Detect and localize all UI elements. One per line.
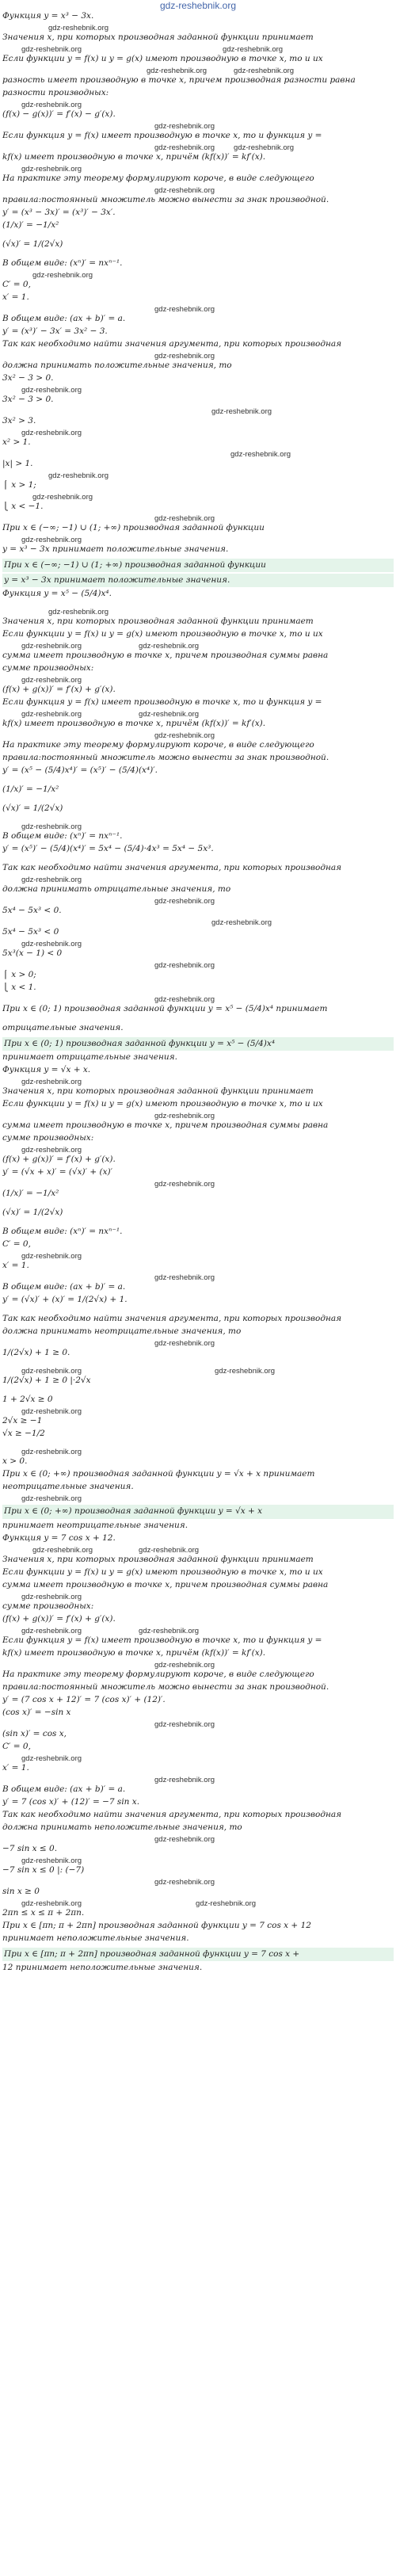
watermark-text: gdz-reshebnik.org: [139, 642, 200, 651]
solution-line: 1/(2√x) + 1 ≥ 0.: [2, 1348, 70, 1358]
site-header[interactable]: gdz-reshebnik.org: [159, 0, 237, 11]
watermark-text: gdz-reshebnik.org: [21, 876, 82, 885]
watermark-text: gdz-reshebnik.org: [21, 536, 82, 544]
watermark-row: [2, 1878, 394, 1887]
solution-line: y′ = (√x + x)′ = (√x)′ + (x)′: [2, 1167, 113, 1177]
watermark-text: gdz-reshebnik.org: [154, 1339, 215, 1349]
solution-line: В общем виде: (xⁿ)′ = nxⁿ⁻¹.: [2, 258, 123, 268]
watermark-row: [2, 940, 394, 948]
watermark-text: gdz-reshebnik.org: [21, 1367, 82, 1376]
watermark-row: [2, 1273, 394, 1282]
solution-line: В общем виде: (xⁿ)′ = nxⁿ⁻¹.: [2, 831, 123, 841]
solution-line: правила:постоянный множитель можно вынести за знак производной.: [2, 1681, 329, 1692]
solution-line: y′ = (x⁵ − (5/4)x⁴)′ = (x⁵)′ − (5/4)(x⁴)′.: [2, 765, 158, 776]
solution-line: Так как необходимо найти значения аргумента, при которых производная: [2, 1314, 342, 1324]
solution-line: При x ∈ [πn; π + 2πn] производная заданной функции y = 7 cos x + 12: [2, 1920, 311, 1930]
watermark-row: [2, 45, 394, 54]
solution-line: В общем виде: (xⁿ)′ = nxⁿ⁻¹.: [2, 1227, 123, 1237]
watermark-text: gdz-reshebnik.org: [234, 67, 295, 75]
watermark-row: [2, 1146, 394, 1154]
solution-line: сумме производных:: [2, 1133, 94, 1143]
watermark-row: [2, 1407, 394, 1416]
watermark-text: gdz-reshebnik.org: [21, 940, 82, 949]
solution-line: Если функции y = f(x) и y = g(x) имеют производную в точке x, то и их: [2, 1567, 323, 1577]
watermark-row: [2, 1078, 394, 1086]
solution-line: принимает неположительные значения.: [2, 1933, 189, 1943]
solution-line: (f(x) + g(x))′ = f′(x) + g′(x).: [2, 1154, 116, 1165]
watermark-row: [2, 1627, 394, 1635]
solution-line: kf(x) имеет производную в точке x, причём (kf(x))′ = kf′(x).: [2, 152, 266, 162]
solution-line: (sin x)′ = cos x,: [2, 1728, 67, 1738]
watermark-text: gdz-reshebnik.org: [154, 1660, 215, 1670]
watermark-row: [2, 407, 394, 416]
answer-text: При x ∈ (−∞; −1) ∪ (1; +∞) производная заданной функции: [4, 560, 266, 570]
watermark-text: gdz-reshebnik.org: [21, 822, 82, 832]
solution-line: |x| > 1.: [2, 459, 33, 468]
solution-line: разности производных:: [2, 88, 109, 97]
solution-line: Значения x, при которых производная заданной функции принимает: [2, 32, 314, 42]
watermark-text: gdz-reshebnik.org: [139, 1626, 200, 1635]
solution-line: (√x)′ = 1/(2√x): [2, 1208, 63, 1218]
solution-line: Так как необходимо найти значения аргумента, при которых производная: [2, 339, 342, 349]
solution-line: 3x² − 3 > 0.: [2, 373, 54, 383]
solution-line: C′ = 0,: [2, 1239, 31, 1250]
watermark-text: gdz-reshebnik.org: [21, 676, 82, 685]
solution-line: ⎧ x > 0;: [2, 970, 36, 980]
watermark-text: gdz-reshebnik.org: [211, 918, 272, 928]
watermark-text: gdz-reshebnik.org: [21, 1078, 82, 1087]
watermark-text: gdz-reshebnik.org: [21, 710, 82, 719]
watermark-text: gdz-reshebnik.org: [21, 429, 82, 437]
answer-text: При x ∈ (0; 1) производная заданной функции y = x⁵ − (5/4)x⁴: [4, 1039, 276, 1049]
watermark-text: gdz-reshebnik.org: [48, 608, 109, 617]
answer-text: При x ∈ (0; +∞) производная заданной функции y = √x + x: [4, 1506, 263, 1517]
watermark-text: gdz-reshebnik.org: [21, 1448, 82, 1457]
solution-line: Функция y = √x + x.: [2, 1065, 91, 1075]
solution-line: kf(x) имеет производную в точке x, причём (kf(x))′ = kf′(x).: [2, 1647, 266, 1658]
solution-line: y′ = (x³)′ − 3x′ = 3x² − 3.: [2, 326, 108, 336]
solution-line: При x ∈ (−∞; −1) ∪ (1; +∞) производная заданной функции: [2, 523, 265, 532]
solution-line: принимает отрицательные значения.: [2, 1052, 177, 1063]
answer-highlight: [2, 1505, 394, 1518]
solution-line: Значения x, при которых производная заданной функции принимает: [2, 616, 314, 627]
watermark-row: [2, 67, 394, 75]
watermark-text: gdz-reshebnik.org: [215, 1367, 276, 1376]
solution-line: x² > 1.: [2, 437, 31, 447]
solution-line: −7 sin x ≤ 0 |: (−7): [2, 1864, 85, 1875]
solution-line: 5x⁴ − 5x³ < 0: [2, 927, 59, 937]
watermark-row: [2, 1112, 394, 1120]
answer-highlight: [2, 559, 394, 572]
watermark-text: gdz-reshebnik.org: [196, 1899, 257, 1908]
solution-line: ⎩ x < −1.: [2, 502, 44, 511]
solution-line: сумма имеет производную в точке x, причем производная суммы равна: [2, 1120, 329, 1131]
watermark-text: gdz-reshebnik.org: [230, 450, 291, 459]
solution-line: √x ≥ −1/2: [2, 1429, 45, 1439]
solution-line: y′ = (x³ − 3x)′ = (x³)′ − 3x′.: [2, 208, 116, 217]
solution-line: x′ = 1.: [2, 292, 29, 302]
watermark-row: [2, 1776, 394, 1784]
answer-highlight: [2, 1037, 394, 1051]
solution-line: (√x)′ = 1/(2√x): [2, 803, 63, 814]
watermark-row: [2, 918, 394, 927]
watermark-text: gdz-reshebnik.org: [21, 386, 82, 395]
solution-line: В общем виде: (ax + b)′ = a.: [2, 314, 126, 323]
content: [2, 11, 394, 1975]
watermark-text: gdz-reshebnik.org: [21, 1252, 82, 1261]
solution-line: Значения x, при которых производная заданной функции принимает: [2, 1554, 314, 1564]
answer-highlight: [2, 1948, 394, 1961]
solution-line: Значения x, при которых производная заданной функции принимает: [2, 1086, 314, 1097]
solution-line: 2√x ≥ −1: [2, 1416, 43, 1426]
solution-line: Функция y = x⁵ − (5/4)x⁴.: [2, 589, 112, 599]
watermark-row: [2, 471, 394, 480]
solution-line: (1/x)′ = −1/x²: [2, 1189, 59, 1199]
solution-line: Функция y = 7 cos x + 12.: [2, 1532, 116, 1543]
solution-line: (f(x) + g(x))′ = f′(x) + g′(x).: [2, 685, 116, 695]
watermark-row: [2, 961, 394, 970]
answer-text: При x ∈ [πn; π + 2πn] производная заданной функции y = 7 cos x +: [4, 1948, 300, 1959]
watermark-row: [2, 822, 394, 831]
watermark-text: gdz-reshebnik.org: [154, 1112, 215, 1121]
watermark-text: gdz-reshebnik.org: [139, 710, 200, 719]
watermark-text: gdz-reshebnik.org: [223, 45, 284, 54]
watermark-text: gdz-reshebnik.org: [154, 1180, 215, 1189]
watermark-text: gdz-reshebnik.org: [139, 1545, 200, 1555]
solution-line: 3x² − 3 > 0.: [2, 395, 54, 404]
solution-line: C′ = 0,: [2, 1741, 31, 1751]
solution-line: отрицательные значения.: [2, 1023, 124, 1033]
watermark-text: gdz-reshebnik.org: [21, 1856, 82, 1865]
watermark-text: gdz-reshebnik.org: [154, 1273, 215, 1283]
watermark-text: gdz-reshebnik.org: [21, 45, 82, 54]
watermark-text: gdz-reshebnik.org: [211, 407, 272, 416]
answer-text: y = x³ − 3x принимает положительные значения.: [4, 575, 230, 586]
watermark-row: [2, 1252, 394, 1261]
watermark-row: [2, 24, 394, 32]
watermark-row: [2, 429, 394, 437]
solution-line: x′ = 1.: [2, 1762, 29, 1773]
solution-line: 3x² > 3.: [2, 416, 36, 426]
watermark-row: [2, 1180, 394, 1189]
watermark-text: gdz-reshebnik.org: [32, 1545, 93, 1555]
solution-line: На практике эту теорему формулируют короче, в виде следующего: [2, 740, 314, 750]
watermark-row: [2, 1339, 394, 1348]
watermark-text: gdz-reshebnik.org: [21, 1592, 82, 1601]
watermark-text: gdz-reshebnik.org: [21, 642, 82, 651]
watermark-text: gdz-reshebnik.org: [21, 1146, 82, 1155]
watermark-text: gdz-reshebnik.org: [21, 1494, 82, 1504]
solution-line: y′ = (7 cos x + 12)′ = 7 (cos x)′ + (12)′.: [2, 1694, 166, 1704]
watermark-text: gdz-reshebnik.org: [154, 1775, 215, 1784]
watermark-text: gdz-reshebnik.org: [154, 1877, 215, 1887]
solution-line: разность имеет производную в точке x, причем производная разности равна: [2, 75, 356, 85]
watermark-text: gdz-reshebnik.org: [154, 995, 215, 1005]
watermark-row: [2, 1661, 394, 1670]
solution-line: Если функция y = f(x) имеет производную в точке x, то и функция y =: [2, 1635, 322, 1645]
solution-line: сумме производных:: [2, 1601, 94, 1611]
solution-line: (f(x) − g(x))′ = f′(x) − g′(x).: [2, 109, 116, 119]
watermark-text: gdz-reshebnik.org: [154, 731, 215, 741]
watermark-text: gdz-reshebnik.org: [154, 961, 215, 971]
watermark-row: [2, 1448, 394, 1456]
solution-line: правила:постоянный множитель можно вынести за знак производной.: [2, 195, 329, 204]
solution-line: ⎧ x > 1;: [2, 480, 36, 490]
watermark-text: gdz-reshebnik.org: [21, 101, 82, 109]
watermark-row: [2, 1899, 394, 1908]
watermark-row: [2, 1367, 394, 1376]
solution-line: Так как необходимо найти значения аргумента, при которых производная: [2, 1809, 342, 1819]
watermark-text: gdz-reshebnik.org: [21, 1407, 82, 1417]
watermark-text: gdz-reshebnik.org: [147, 67, 208, 75]
watermark-row: [2, 1494, 394, 1503]
watermark-row: [2, 143, 394, 152]
solution-line: C′ = 0,: [2, 280, 31, 289]
solution-line: (√x)′ = 1/(2√x): [2, 239, 63, 249]
solution-line: На практике эту теорему формулируют короче, в виде следующего: [2, 1669, 314, 1679]
watermark-row: [2, 186, 394, 195]
solution-line: −7 sin x ≤ 0.: [2, 1843, 58, 1853]
solution-line: должна принимать неотрицательные значения, то: [2, 1326, 242, 1337]
solution-line: (cos x)′ = −sin x: [2, 1707, 71, 1717]
watermark-text: gdz-reshebnik.org: [154, 186, 215, 195]
watermark-text: gdz-reshebnik.org: [154, 1719, 215, 1729]
solution-line: sin x ≥ 0: [2, 1886, 40, 1896]
watermark-text: gdz-reshebnik.org: [154, 305, 215, 314]
solution-line: (1/x)′ = −1/x²: [2, 220, 59, 230]
solution-line: должна принимать отрицательные значения, то: [2, 884, 231, 895]
watermark-row: [2, 271, 394, 280]
solution-line: неотрицательные значения.: [2, 1482, 134, 1492]
solution-line: сумме производных:: [2, 663, 94, 674]
solution-line: x′ = 1.: [2, 1261, 29, 1271]
solution-line: y′ = (x⁵)′ − (5/4)(x⁴)′ = 5x⁴ − (5/4)·4x³ = 5x⁴ − 5x³.: [2, 844, 214, 854]
solution-line: На практике эту теорему формулируют короче, в виде следующего: [2, 174, 314, 183]
watermark-text: gdz-reshebnik.org: [21, 1626, 82, 1635]
watermark-row: [2, 676, 394, 685]
watermark-row: [2, 386, 394, 395]
watermark-row: [2, 608, 394, 616]
solution-line: y′ = 7 (cos x)′ + (12)′ = −7 sin x.: [2, 1796, 140, 1807]
watermark-row: [2, 1754, 394, 1763]
solution-line: При x ∈ (0; 1) производная заданной функции y = x⁵ − (5/4)x⁴ принимает: [2, 1004, 328, 1014]
solution-line: Так как необходимо найти значения аргумента, при которых производная: [2, 863, 342, 873]
watermark-text: gdz-reshebnik.org: [154, 514, 215, 523]
watermark-text: gdz-reshebnik.org: [21, 165, 82, 174]
watermark-text: gdz-reshebnik.org: [48, 471, 109, 480]
watermark-row: [2, 710, 394, 719]
solution-line: Если функции y = f(x) и y = g(x) имеют производную в точке x, то и их: [2, 629, 323, 639]
solution-line: ⎩ x < 1.: [2, 983, 36, 993]
watermark-row: [2, 642, 394, 651]
solution-line: x > 0.: [2, 1456, 28, 1467]
solution-line: В общем виде: (ax + b)′ = a.: [2, 1784, 126, 1794]
watermark-text: gdz-reshebnik.org: [32, 493, 93, 502]
watermark-text: gdz-reshebnik.org: [21, 1754, 82, 1763]
watermark-row: [2, 1835, 394, 1844]
solution-line: y = x³ − 3x принимает положительные значения.: [2, 544, 229, 554]
solution-line: Если функция y = f(x) имеет производную в точке x, то и функция y =: [2, 697, 322, 708]
solution-line: 1 + 2√x ≥ 0: [2, 1395, 53, 1405]
watermark-row: [2, 450, 394, 459]
solution-line: должна принимать положительные значения, то: [2, 361, 232, 370]
solution-line: В общем виде: (ax + b)′ = a.: [2, 1282, 126, 1292]
watermark-text: gdz-reshebnik.org: [234, 143, 295, 152]
watermark-row: [2, 165, 394, 174]
watermark-row: [2, 352, 394, 361]
solution-line: 2πn ≤ x ≤ π + 2πn.: [2, 1907, 85, 1918]
solution-line: kf(x) имеет производную в точке x, причём (kf(x))′ = kf′(x).: [2, 719, 266, 729]
solution-line: Если функции y = f(x) и y = g(x) имеют производную в точке x, то и их: [2, 54, 323, 63]
watermark-row: [2, 305, 394, 314]
solution-line: (f(x) + g(x))′ = f′(x) + g′(x).: [2, 1613, 116, 1624]
watermark-text: gdz-reshebnik.org: [154, 122, 215, 131]
solution-line: 5x³(x − 1) < 0: [2, 948, 63, 959]
watermark-text: gdz-reshebnik.org: [32, 271, 93, 280]
watermark-row: [2, 731, 394, 740]
watermark-text: gdz-reshebnik.org: [154, 897, 215, 906]
watermark-row: [2, 876, 394, 884]
solution-line: При x ∈ (0; +∞) производная заданной функции y = √x + x принимает: [2, 1469, 315, 1479]
watermark-row: [2, 1546, 394, 1555]
watermark-row: [2, 493, 394, 502]
watermark-row: [2, 514, 394, 523]
watermark-row: [2, 101, 394, 109]
solution-line: 1/(2√x) + 1 ≥ 0 |·2√x: [2, 1376, 91, 1386]
watermark-row: [2, 122, 394, 131]
solution-line: 5x⁴ − 5x³ < 0.: [2, 906, 62, 916]
solution-line: (1/x)′ = −1/x²: [2, 784, 59, 795]
answer-highlight: [2, 574, 394, 587]
watermark-row: [2, 1720, 394, 1729]
watermark-row: [2, 1593, 394, 1601]
solution-line: должна принимать неположительные значения, то: [2, 1822, 242, 1832]
solution-line: 12 принимает неположительные значения.: [2, 1962, 203, 1972]
watermark-text: gdz-reshebnik.org: [154, 1834, 215, 1844]
solution-line: Если функции y = f(x) и y = g(x) имеют производную в точке x, то и их: [2, 1099, 323, 1109]
solution-line: y′ = (√x)′ + (x)′ = 1/(2√x) + 1.: [2, 1295, 128, 1305]
watermark-text: gdz-reshebnik.org: [48, 24, 109, 32]
watermark-row: [2, 1857, 394, 1865]
watermark-text: gdz-reshebnik.org: [154, 352, 215, 361]
watermark-row: [2, 536, 394, 544]
solution-line: Если функция y = f(x) имеет производную в точке x, то и функция y =: [2, 131, 322, 140]
solution-line: сумма имеет производную в точке x, причем производная суммы равна: [2, 1579, 329, 1589]
solution-line: принимает неотрицательные значения.: [2, 1520, 188, 1530]
solution-line: правила:постоянный множитель можно вынести за знак производной.: [2, 753, 329, 763]
watermark-text: gdz-reshebnik.org: [154, 143, 215, 152]
watermark-row: [2, 897, 394, 906]
watermark-text: gdz-reshebnik.org: [21, 1899, 82, 1908]
solution-line: сумма имеет производную в точке x, причем производная суммы равна: [2, 651, 329, 661]
watermark-row: [2, 995, 394, 1004]
solution-line: Функция y = x³ − 3x.: [2, 11, 94, 21]
